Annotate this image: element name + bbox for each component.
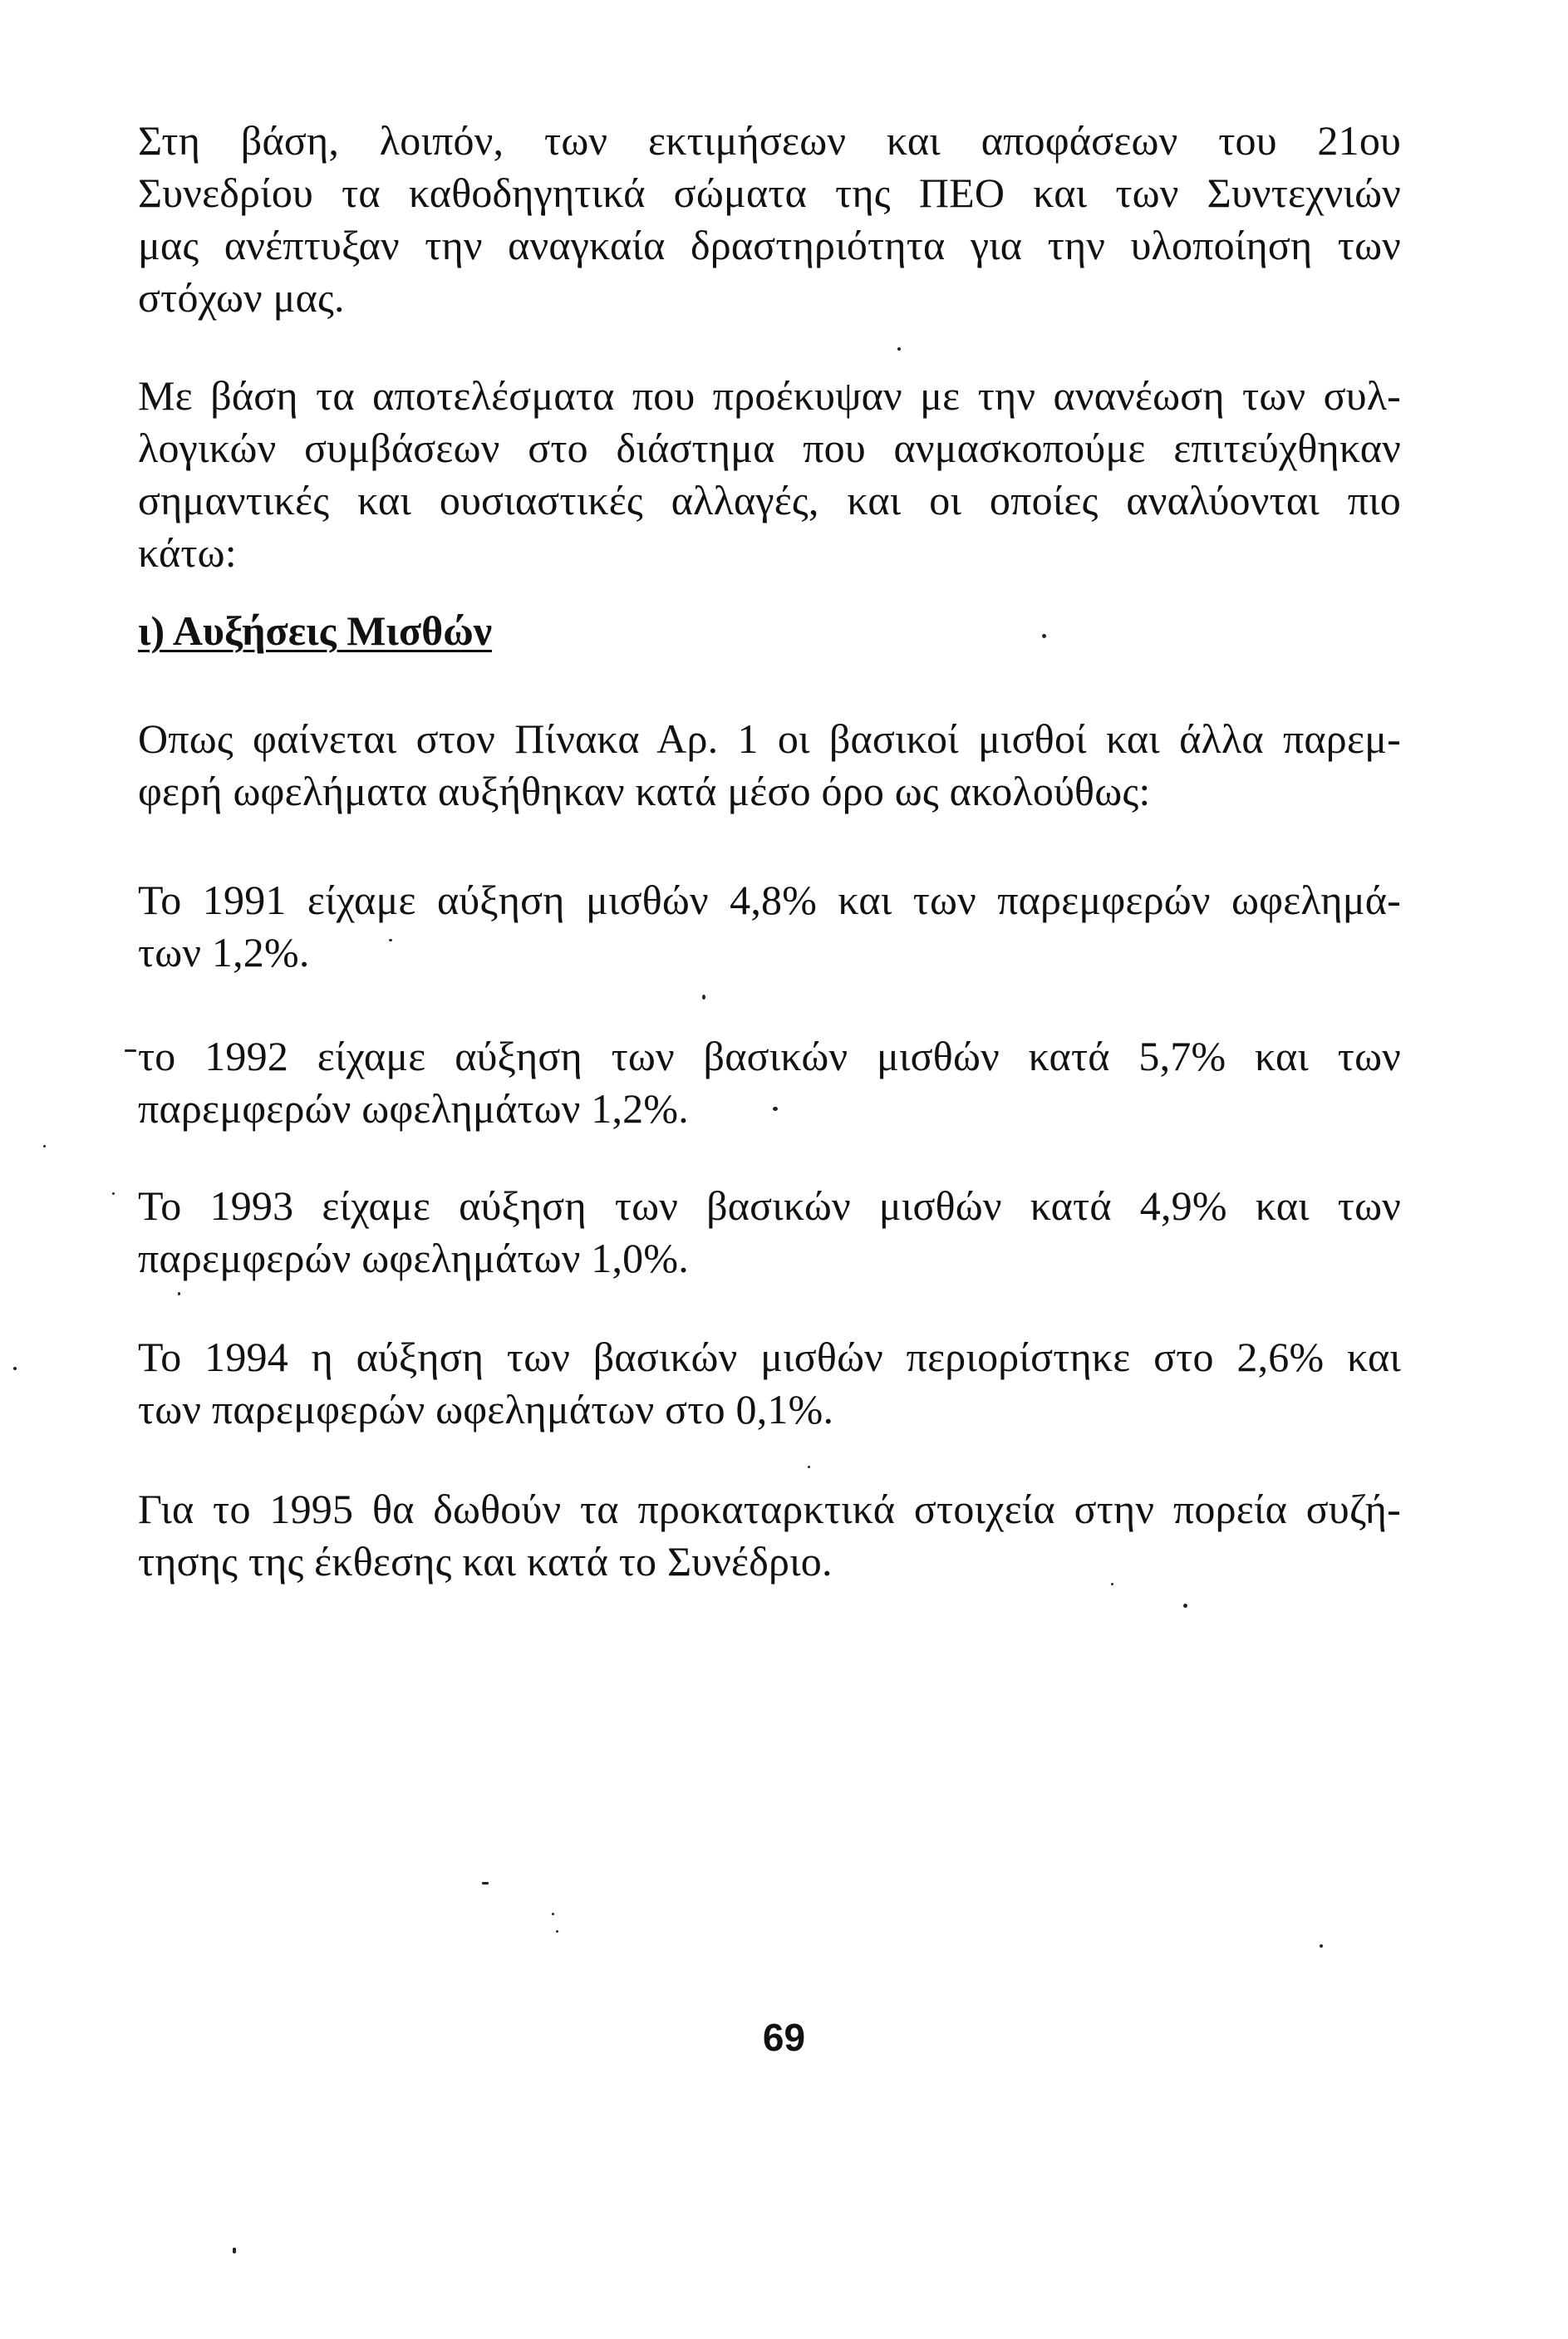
paragraph-7 bbox=[138, 1331, 1401, 1436]
text-line: κάτω: bbox=[138, 529, 237, 576]
scan-speck bbox=[552, 1913, 554, 1915]
scan-speck bbox=[482, 1882, 489, 1884]
scan-speck bbox=[125, 1049, 136, 1052]
text-line: το 1992 είχαμε αύξηση των βασικών μισθών κατά 5,7% και των bbox=[138, 1033, 1401, 1079]
text-line: Οπως φαίνεται στον Πίνακα Αρ. 1 οι βασικοί μισθοί και άλλα παρεμ- bbox=[138, 715, 1401, 762]
text-line: των παρεμφερών ωφελημάτων στο 0,1%. bbox=[138, 1386, 834, 1432]
scan-speck bbox=[1320, 1944, 1323, 1948]
paragraph-3 bbox=[138, 713, 1401, 818]
text-line: στόχων μας. bbox=[138, 274, 345, 321]
text-line: των 1,2%. bbox=[138, 929, 310, 975]
scan-speck bbox=[556, 1930, 558, 1933]
scan-speck bbox=[702, 995, 705, 1000]
page-number: 69 bbox=[762, 2016, 806, 2059]
text-line: Στη βάση, λοιπόν, των εκτιμήσεων και αποφάσεων του 21ου bbox=[138, 117, 1401, 164]
scan-speck bbox=[13, 1367, 17, 1370]
text-line: παρεμφερών ωφελημάτων 1,2%. bbox=[138, 1085, 689, 1132]
paragraph-4 bbox=[138, 874, 1401, 979]
text-line: Το 1993 είχαμε αύξηση των βασικών μισθών κατά 4,9% και των bbox=[138, 1182, 1401, 1229]
text-line: λογικών συμβάσεων στο διάστημα που ανμασκοπούμε επιτεύχθηκαν bbox=[138, 425, 1401, 471]
text-line: Το 1994 η αύξηση των βασικών μισθών περιορίστηκε στο 2,6% και bbox=[138, 1334, 1401, 1380]
text-line: τησης της έκθεσης και κατά το Συνέδριο. bbox=[138, 1538, 833, 1585]
scan-speck bbox=[1183, 1604, 1187, 1608]
text-line: μας ανέπτυξαν την αναγκαία δραστηριότητα για την υλοποίηση των bbox=[138, 222, 1401, 268]
scan-speck bbox=[1042, 634, 1046, 638]
paragraph-5 bbox=[138, 1030, 1401, 1135]
section-heading: ι) Αυξήσεις Μισθών bbox=[138, 607, 493, 654]
paragraph-8 bbox=[138, 1483, 1401, 1588]
text-line: σημαντικές και ουσιαστικές αλλαγές, και οι οποίες αναλύονται πιο bbox=[138, 477, 1401, 523]
text-line: Το 1991 είχαμε αύξηση μισθών 4,8% και των παρεμφερών ωφελημά- bbox=[138, 877, 1401, 923]
paragraph-1 bbox=[138, 115, 1401, 324]
paragraph-6 bbox=[138, 1180, 1401, 1285]
text-line: Συνεδρίου τα καθοδηγητικά σώματα της ΠΕΟ και των Συντεχνιών bbox=[138, 170, 1401, 216]
scan-speck bbox=[1111, 1583, 1113, 1585]
text-line: Για το 1995 θα δωθούν τα προκαταρκτικά στοιχεία στην πορεία συζή- bbox=[138, 1486, 1401, 1532]
scan-speck bbox=[233, 2248, 236, 2253]
scan-speck bbox=[112, 1192, 115, 1195]
scan-speck bbox=[897, 347, 901, 351]
scan-speck bbox=[43, 1145, 46, 1147]
scan-speck bbox=[773, 1107, 778, 1111]
scan-speck bbox=[178, 1292, 180, 1295]
scan-speck bbox=[389, 939, 392, 941]
scan-speck bbox=[808, 1466, 810, 1468]
text-line: φερή ωφελήματα αυξήθηκαν κατά μέσο όρο ως ακολούθως: bbox=[138, 768, 1151, 814]
text-line: παρεμφερών ωφελημάτων 1,0%. bbox=[138, 1235, 689, 1281]
paragraph-2 bbox=[138, 370, 1401, 579]
text-line: Με βάση τα αποτελέσματα που προέκυψαν με την ανανέωση των συλ- bbox=[138, 372, 1401, 419]
